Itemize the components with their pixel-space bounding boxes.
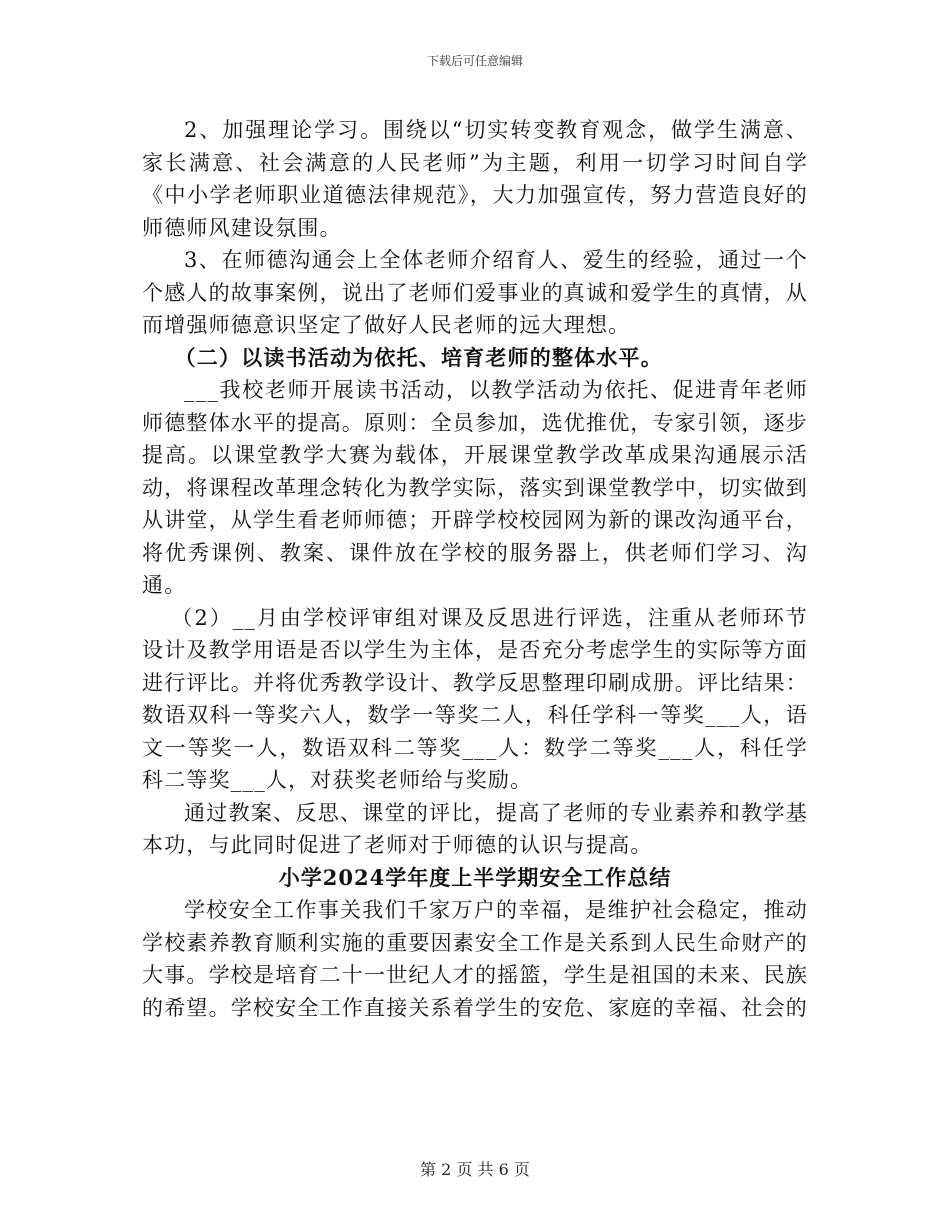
section-heading-reading: （二）以读书活动为依托、培育老师的整体水平。 <box>174 344 663 370</box>
paragraph-ethics-exchange: 3、在师德沟通会上全体老师介绍育人、爱生的经验，通过一个个感人的故事案例，说出了老师们爱事业的真诚和爱学生的真情，从而增强师德意识坚定了做好人民老师的远大理想。 <box>142 248 808 337</box>
document-title-safety: 小学2024学年度上半学期安全工作总结 <box>278 864 672 890</box>
page-number: 第 2 页 共 6 页 <box>420 1160 530 1179</box>
paragraph-reading-activity: ___我校老师开展读书活动，以教学活动为依托、促进青年老师师德整体水平的提高。原则：全员参加，选优推优，专家引领，逐步提高。以课堂教学大赛为载体，开展课堂教学改革成果沟通展示活动，将课程改革理念转化为教学实际，落实到课堂教学中，切实做到从讲堂，从学生看老师师德；开辟学校校园网为新的课改沟通平台，将优秀课例、教案、课件放在学校的服务器上，供老师们学习、沟通。 <box>142 378 808 597</box>
document-body <box>142 114 808 1024</box>
paragraph-theory-study: 2、加强理论学习。围绕以“切实转变教育观念，做学生满意、家长满意、社会满意的人民老师”为主题，利用一切学习时间自学《中小学老师职业道德法律规范》，大力加强宣传，努力营造良好的师德师风建设氛围。 <box>142 118 808 240</box>
page-header: 下载后可任意编辑 <box>426 54 523 68</box>
paragraph-safety-intro: 学校安全工作事关我们千家万户的幸福，是维护社会稳定，推动学校素养教育顺利实施的重要因素安全工作是关系到人民生命财产的大事。学校是培育二十一世纪人才的摇篮，学生是祖国的未来、民族的希望。学校安全工作直接关系着学生的安危、家庭的幸福、社会的 <box>142 898 808 1020</box>
paragraph-evaluation: （2）__月由学校评审组对课及反思进行评选，注重从老师环节设计及教学用语是否以学生为主体，是否充分考虑学生的实际等方面进行评比。并将优秀教学设计、教学反思整理印刷成册。评比结果：数语双科一等奖六人，数学一等奖二人，科任学科一等奖___人，语文一等奖一人，数语双科二等奖___人：数学二等奖___人，科任学科二等奖___人，对获奖老师给与奖励。 <box>142 605 808 792</box>
paragraph-summary: 通过教案、反思、课堂的评比，提高了老师的专业素养和教学基本功，与此同时促进了老师对于师德的认识与提高。 <box>142 800 808 857</box>
